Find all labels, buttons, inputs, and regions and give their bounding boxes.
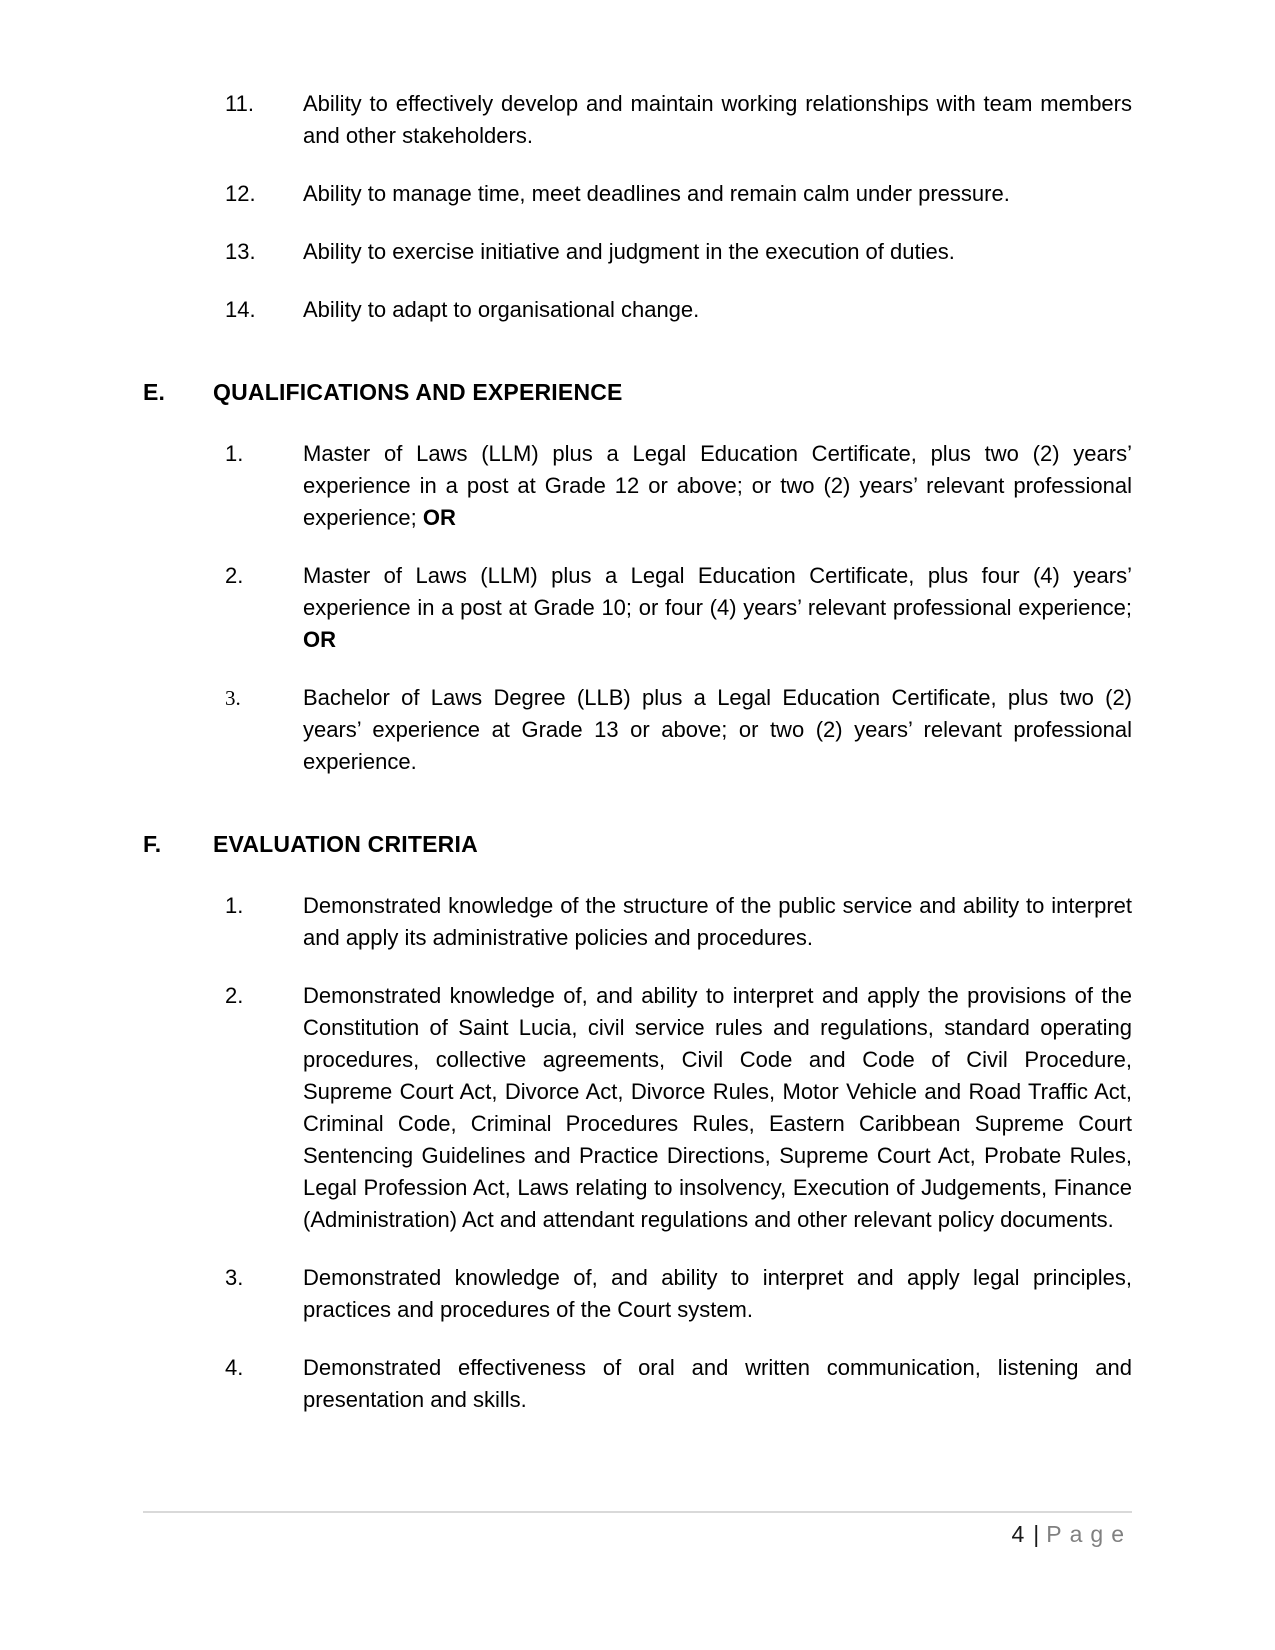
section-letter: E. — [143, 379, 166, 405]
document-section — [143, 88, 1132, 326]
list-item-number: 4. — [225, 1355, 244, 1380]
list-item-number: 13. — [225, 239, 256, 264]
list-item — [225, 1352, 1132, 1416]
list-item — [225, 88, 1132, 152]
list-item-text — [303, 980, 1132, 1236]
list-item — [225, 560, 1132, 656]
text-segment: Bachelor of Laws Degree (LLB) plus a Legal Education Certificate, plus two (2) years’ experience at Grade 13 or above; or two (2) years’ relevant professional experience. — [303, 685, 1132, 774]
section-heading — [143, 376, 1132, 408]
list-item-number: 1. — [225, 441, 244, 466]
list-item — [225, 980, 1132, 1236]
page-number-value: 4 — [1011, 1521, 1025, 1547]
list-item-number: 2. — [225, 563, 244, 588]
list-item — [225, 890, 1132, 954]
text-segment: Demonstrated knowledge of the structure of the public service and ability to interpret and apply its administrative policies and procedures. — [303, 893, 1132, 950]
list-item-text — [303, 1262, 1132, 1326]
list-item — [225, 178, 1132, 210]
section-letter: F. — [143, 831, 162, 857]
list-item-text — [303, 1352, 1132, 1416]
text-segment: Demonstrated knowledge of, and ability to interpret and apply the provisions of the Constitution of Saint Lucia, civil service rules and regulations, standard operating procedures, collective agreements, Civil Code and Code of Civil Procedure, Supreme Court Act, Divorce Act, Divorce Rules, Motor Vehicle and Road Traffic Act, Criminal Code, Criminal Procedures Rules, Eastern Caribbean Supreme Court Sentencing Guidelines and Practice Directions, Supreme Court Act, Probate Rules, Legal Profession Act, Laws relating to insolvency, Execution of Judgements, Finance (Administration) Act and attendant regulations and other relevant policy documents. — [303, 983, 1132, 1232]
text-segment: Demonstrated effectiveness of oral and written communication, listening and presentation and skills. — [303, 1355, 1132, 1412]
list-item-text — [303, 178, 1132, 210]
list-item — [225, 438, 1132, 534]
text-segment: Demonstrated knowledge of, and ability to interpret and apply legal principles, practices and procedures of the Court system. — [303, 1265, 1132, 1322]
list-item-text — [303, 236, 1132, 268]
list-item — [225, 1262, 1132, 1326]
list-item — [225, 294, 1132, 326]
document-section — [143, 376, 1132, 778]
text-segment: Ability to exercise initiative and judgment in the execution of duties. — [303, 239, 955, 264]
list-item-number: 12. — [225, 181, 256, 206]
list-item-text — [303, 294, 1132, 326]
list-item — [225, 236, 1132, 268]
list-item-number: 1. — [225, 893, 244, 918]
page-number-line — [143, 1520, 1132, 1548]
list-item-text — [303, 682, 1132, 778]
text-segment: Ability to manage time, meet deadlines and remain calm under pressure. — [303, 181, 1010, 206]
list-item-number: 3. — [225, 686, 241, 710]
page-footer — [143, 1511, 1132, 1548]
list-item-text — [303, 560, 1132, 656]
section-title: QUALIFICATIONS AND EXPERIENCE — [213, 379, 623, 405]
list-item-number: 14. — [225, 297, 256, 322]
bold-text-segment: OR — [422, 505, 456, 530]
list-item — [225, 682, 1132, 778]
footer-separator: | — [1033, 1521, 1040, 1547]
text-segment: Ability to adapt to organisational change. — [303, 297, 700, 322]
footer-page-label: Page — [1046, 1521, 1132, 1547]
text-segment: Master of Laws (LLM) plus a Legal Education Certificate, plus two (2) years’ experience in a post at Grade 12 or above; or two (2) years’ relevant professional experience; — [303, 441, 1132, 530]
footer-divider — [143, 1511, 1132, 1513]
text-segment: Master of Laws (LLM) plus a Legal Education Certificate, plus four (4) years’ experience in a post at Grade 10; or four (4) years’ relevant professional experience; — [303, 563, 1132, 620]
list-item-text — [303, 890, 1132, 954]
document-section — [143, 828, 1132, 1416]
section-heading — [143, 828, 1132, 860]
document-body — [143, 88, 1132, 1416]
bold-text-segment: OR — [303, 627, 336, 652]
text-segment: Ability to effectively develop and maintain working relationships with team members and other stakeholders. — [303, 91, 1132, 148]
list-item-text — [303, 88, 1132, 152]
list-item-text — [303, 438, 1132, 534]
list-item-number: 3. — [225, 1265, 244, 1290]
list-item-number: 11. — [225, 91, 254, 116]
list-item-number: 2. — [225, 983, 244, 1008]
section-title: EVALUATION CRITERIA — [213, 831, 478, 857]
